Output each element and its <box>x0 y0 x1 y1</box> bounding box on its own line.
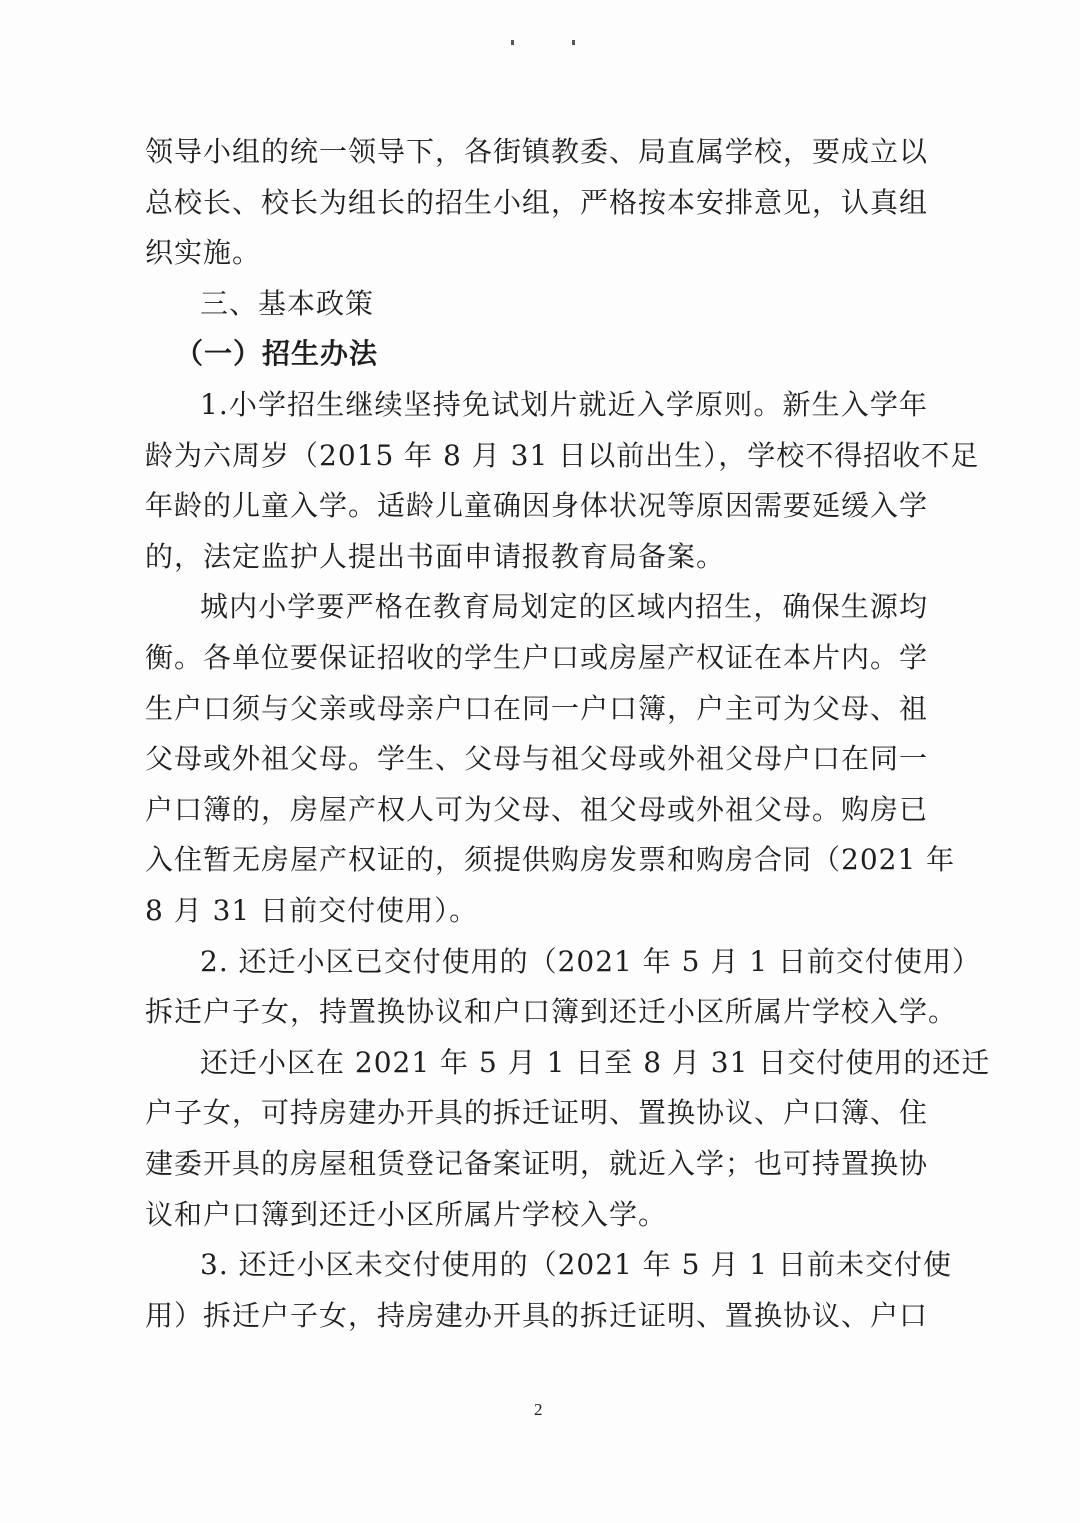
paragraph-line: 总校长、校长为组长的招生小组，严格按本安排意见，认真组 <box>145 185 929 219</box>
paragraph-line: 父母或外祖父母。学生、父母与祖父母或外祖父母户口在同一 <box>145 742 929 776</box>
paragraph-line: 户口簿的，房屋产权人可为父母、祖父母或外祖父母。购房已 <box>145 792 929 826</box>
paragraph-line: 用）拆迁户子女，持房建办开具的拆迁证明、置换协议、户口 <box>145 1298 929 1332</box>
heading1-text: 三、基本政策 <box>200 286 375 320</box>
paragraph-line: 8 月 31 日前交付使用）。 <box>145 894 479 927</box>
paragraph-line: 的，法定监护人提出书面申请报教育局备案。 <box>145 539 726 573</box>
scan-speck <box>572 40 575 45</box>
paragraph-line: 衡。各单位要保证招收的学生户口或房屋产权证在本片内。学 <box>145 641 929 674</box>
paragraph-line: 1.小学招生继续坚持免试划片就近入学原则。新生入学年 <box>200 388 928 421</box>
paragraph-line: 议和户口簿到还迁小区所属片学校入学。 <box>145 1197 668 1231</box>
paragraph-line: 入住暂无房屋产权证的，须提供购房发票和购房合同（2021 年 <box>145 843 956 877</box>
paragraph-line: 拆迁户子女，持置换协议和户口簿到还迁小区所属片学校入学。 <box>145 995 958 1029</box>
paragraph-line: 城内小学要严格在教育局划定的区域内招生，确保生源均 <box>200 590 928 624</box>
paragraph-line: 龄为六周岁（2015 年 8 月 31 日以前出生），学校不得招收不足 <box>145 438 980 472</box>
paragraph-line: 领导小组的统一领导下，各街镇教委、局直属学校，要成立以 <box>145 135 929 168</box>
heading2-text: （一）招生办法 <box>175 337 379 371</box>
paragraph-line: 户子女，可持房建办开具的拆迁证明、置换协议、户口簿、住 <box>145 1096 929 1130</box>
paragraph-line: 织实施。 <box>145 236 262 270</box>
paragraph-line: 还迁小区在 2021 年 5 月 1 日至 8 月 31 日交付使用的还迁 <box>200 1045 991 1079</box>
paragraph-line: 2. 还迁小区已交付使用的（2021 年 5 月 1 日前交付使用） <box>200 944 982 978</box>
scan-speck <box>511 40 514 45</box>
page-number: 2 <box>534 1400 543 1419</box>
paragraph-line: 生户口须与父亲或母亲户口在同一户口簿，户主可为父母、祖 <box>145 691 929 725</box>
paragraph-line: 年龄的儿童入学。适龄儿童确因身体状况等原因需要延缓入学 <box>145 489 929 523</box>
paragraph-line: 建委开具的房屋租赁登记备案证明，就近入学；也可持置换协 <box>145 1147 929 1180</box>
paragraph-line: 3. 还迁小区未交付使用的（2021 年 5 月 1 日前未交付使 <box>200 1248 953 1282</box>
